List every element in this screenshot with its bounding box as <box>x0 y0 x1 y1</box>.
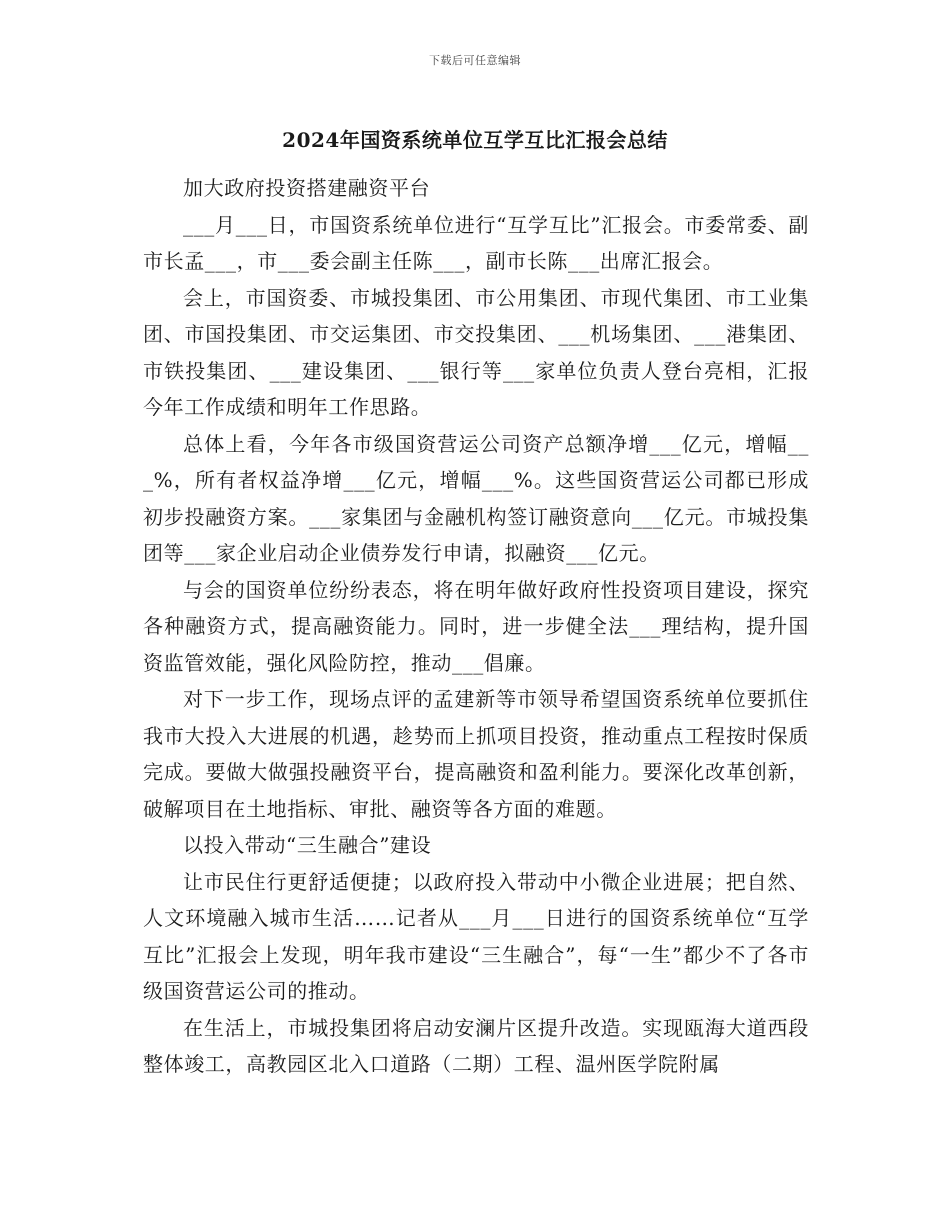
section-heading: 加大政府投资搭建融资平台 <box>183 176 431 200</box>
document-body <box>143 170 809 1083</box>
body-paragraph: 总体上看，今年各市级国资营运公司资产总额净增___亿元，增幅___%，所有者权益净增___亿元，增幅___%。这些国资营运公司都已形成初步投融资方案。___家集团与金融机构签订融资意向___亿元。市城投集团等___家企业启动企业债券发行申请，拟融资___亿元。 <box>143 431 809 565</box>
body-paragraph: ___月___日，市国资系统单位进行“互学互比”汇报会。市委常委、副市长孟___，市___委会副主任陈___，副市长陈___出席汇报会。 <box>143 212 809 273</box>
body-paragraph: 在生活上，市城投集团将启动安澜片区提升改造。实现瓯海大道西段整体竣工，高教园区北入口道路（二期）工程、温州医学院附属 <box>143 1015 809 1076</box>
body-paragraph: 会上，市国资委、市城投集团、市公用集团、市现代集团、市工业集团、市国投集团、市交运集团、市交投集团、___机场集团、___港集团、市铁投集团、___建设集团、___银行等___家单位负责人登台亮相，汇报今年工作成绩和明年工作思路。 <box>143 285 809 419</box>
header-note: 下载后可任意编辑 <box>429 54 521 67</box>
document-title: 2024年国资系统单位互学互比汇报会总结 <box>282 128 668 152</box>
section-heading: 以投入带动“三生融合”建设 <box>183 833 432 857</box>
body-paragraph: 让市民住行更舒适便捷；以政府投入带动中小微企业进展；把自然、人文环境融入城市生活……记者从___月___日进行的国资系统单位“互学互比”汇报会上发现，明年我市建设“三生融合”，每“一生”都少不了各市级国资营运公司的推动。 <box>143 869 809 1003</box>
body-paragraph: 对下一步工作，现场点评的孟建新等市领导希望国资系统单位要抓住我市大投入大进展的机遇，趁势而上抓项目投资，推动重点工程按时保质完成。要做大做强投融资平台，提高融资和盈利能力。要深化改革创新，破解项目在土地指标、审批、融资等各方面的难题。 <box>143 687 809 821</box>
body-paragraph: 与会的国资单位纷纷表态，将在明年做好政府性投资项目建设，探究各种融资方式，提高融资能力。同时，进一步健全法___理结构，提升国资监管效能，强化风险防控，推动___倡廉。 <box>143 577 809 675</box>
